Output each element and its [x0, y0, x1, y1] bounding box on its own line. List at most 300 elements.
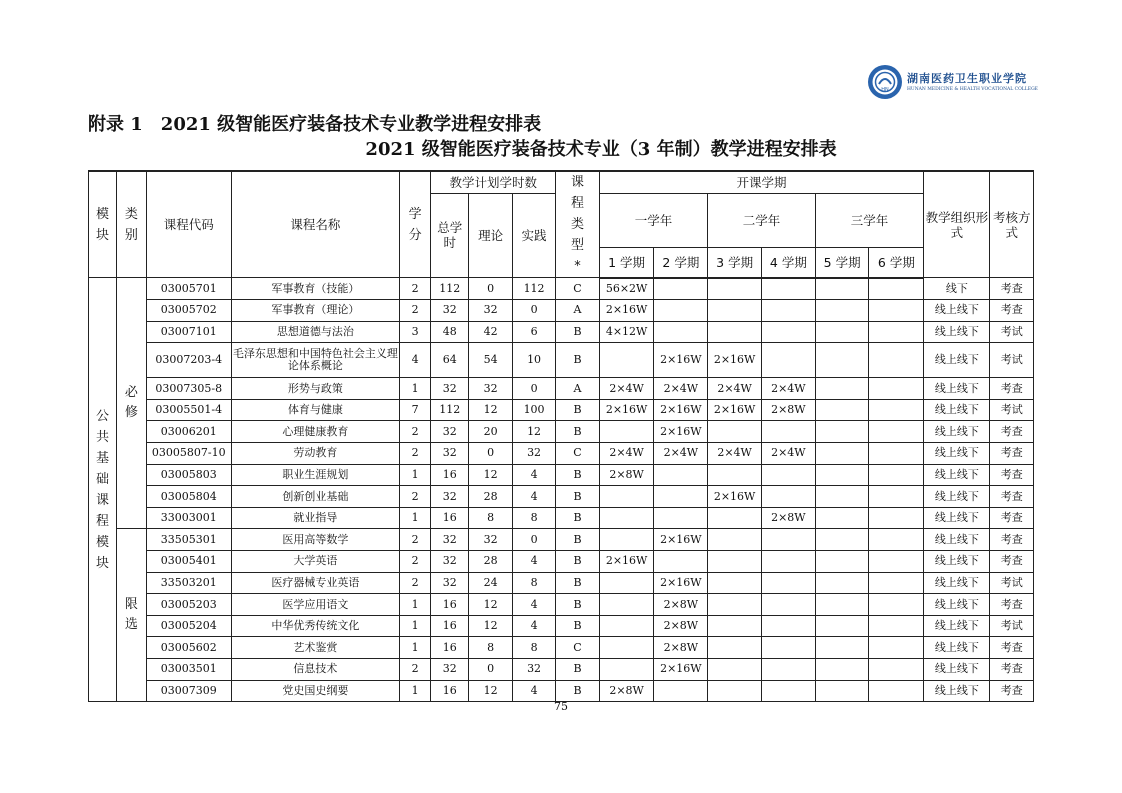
semester-5 [815, 507, 869, 529]
semester-1 [599, 572, 654, 594]
semester-5 [815, 443, 869, 465]
course-name: 中华优秀传统文化 [231, 615, 400, 637]
semester-3: 2×16W [708, 399, 762, 421]
header-course-code: 课程代码 [146, 171, 231, 278]
credit: 2 [400, 486, 431, 508]
hours-theory: 12 [469, 594, 512, 616]
semester-3 [708, 421, 762, 443]
course-code: 03005803 [146, 464, 231, 486]
assessment: 考试 [990, 399, 1034, 421]
semester-6 [869, 615, 924, 637]
assessment: 考查 [990, 278, 1034, 300]
semester-5 [815, 551, 869, 573]
course-code: 03007101 [146, 321, 231, 343]
category-elective-cell: 限选 [116, 529, 146, 702]
header-year2: 二学年 [708, 193, 816, 248]
hours-practice: 0 [512, 300, 555, 322]
semester-4: 2×8W [761, 507, 815, 529]
hours-total: 32 [431, 659, 469, 681]
hours-practice: 12 [512, 421, 555, 443]
hours-total: 32 [431, 486, 469, 508]
hours-theory: 12 [469, 615, 512, 637]
semester-3: 2×16W [708, 486, 762, 508]
assessment: 考查 [990, 421, 1034, 443]
semester-5 [815, 399, 869, 421]
table-row [89, 572, 1034, 594]
course-name: 医学应用语文 [231, 594, 400, 616]
hours-practice: 4 [512, 615, 555, 637]
org-form: 线上线下 [924, 343, 990, 378]
course-code: 03005807-10 [146, 443, 231, 465]
header-year3: 三学年 [815, 193, 924, 248]
course-name: 军事教育（理论） [231, 300, 400, 322]
course-name: 就业指导 [231, 507, 400, 529]
hours-theory: 0 [469, 443, 512, 465]
header-semester-1: 1 学期 [599, 248, 654, 278]
course-type: B [556, 321, 599, 343]
course-type: B [556, 572, 599, 594]
course-name: 信息技术 [231, 659, 400, 681]
semester-3 [708, 529, 762, 551]
credit: 2 [400, 300, 431, 322]
hours-theory: 28 [469, 486, 512, 508]
hours-practice: 4 [512, 551, 555, 573]
table-row [89, 278, 1034, 300]
hours-total: 112 [431, 399, 469, 421]
hours-total: 64 [431, 343, 469, 378]
semester-2 [654, 300, 708, 322]
assessment: 考试 [990, 343, 1034, 378]
semester-6 [869, 421, 924, 443]
table-row [89, 594, 1034, 616]
course-type: B [556, 529, 599, 551]
course-name: 职业生涯规划 [231, 464, 400, 486]
org-form: 线下 [924, 278, 990, 300]
table-row [89, 378, 1034, 400]
hours-theory: 12 [469, 399, 512, 421]
course-name: 医用高等数学 [231, 529, 400, 551]
org-form: 线上线下 [924, 507, 990, 529]
hours-practice: 4 [512, 680, 555, 702]
semester-3 [708, 300, 762, 322]
org-form: 线上线下 [924, 443, 990, 465]
hours-total: 32 [431, 551, 469, 573]
hours-theory: 24 [469, 572, 512, 594]
semester-6 [869, 680, 924, 702]
semester-3 [708, 321, 762, 343]
table-row [89, 421, 1034, 443]
hours-total: 16 [431, 507, 469, 529]
table-row [89, 443, 1034, 465]
semester-5 [815, 321, 869, 343]
hours-total: 32 [431, 529, 469, 551]
hours-total: 112 [431, 278, 469, 300]
course-type: B [556, 551, 599, 573]
semester-4 [761, 551, 815, 573]
credit: 1 [400, 637, 431, 659]
hours-theory: 28 [469, 551, 512, 573]
semester-4 [761, 343, 815, 378]
course-name: 毛泽东思想和中国特色社会主义理论体系概论 [231, 343, 400, 378]
hours-practice: 0 [512, 529, 555, 551]
credit: 2 [400, 421, 431, 443]
course-code: 03005701 [146, 278, 231, 300]
semester-4 [761, 464, 815, 486]
semester-4 [761, 300, 815, 322]
table-row [89, 321, 1034, 343]
semester-3: 2×16W [708, 343, 762, 378]
semester-4: 2×8W [761, 399, 815, 421]
credit: 1 [400, 507, 431, 529]
course-type: B [556, 421, 599, 443]
org-form: 线上线下 [924, 529, 990, 551]
course-type: B [556, 464, 599, 486]
table-row [89, 343, 1034, 378]
org-form: 线上线下 [924, 421, 990, 443]
semester-4 [761, 637, 815, 659]
semester-1 [599, 637, 654, 659]
semester-6 [869, 637, 924, 659]
hours-total: 32 [431, 443, 469, 465]
course-type: C [556, 637, 599, 659]
hours-theory: 0 [469, 278, 512, 300]
header-category: 类别 [116, 171, 146, 278]
assessment: 考试 [990, 321, 1034, 343]
header-hours-total: 总学时 [431, 193, 469, 278]
course-code: 03007305-8 [146, 378, 231, 400]
hours-practice: 100 [512, 399, 555, 421]
course-name: 形势与政策 [231, 378, 400, 400]
semester-5 [815, 529, 869, 551]
college-logo [867, 64, 1038, 104]
assessment: 考查 [990, 464, 1034, 486]
hours-practice: 4 [512, 464, 555, 486]
semester-3: 2×4W [708, 378, 762, 400]
semester-6 [869, 321, 924, 343]
course-code: 03007309 [146, 680, 231, 702]
semester-5 [815, 486, 869, 508]
course-name: 劳动教育 [231, 443, 400, 465]
course-type: A [556, 300, 599, 322]
semester-2: 2×8W [654, 637, 708, 659]
semester-6 [869, 507, 924, 529]
semester-6 [869, 443, 924, 465]
semester-5 [815, 637, 869, 659]
semester-1: 2×4W [599, 378, 654, 400]
course-name: 医疗器械专业英语 [231, 572, 400, 594]
semester-2 [654, 507, 708, 529]
table-row [89, 615, 1034, 637]
semester-3 [708, 637, 762, 659]
course-code: 03005501-4 [146, 399, 231, 421]
assessment: 考查 [990, 378, 1034, 400]
assessment: 考查 [990, 507, 1034, 529]
semester-1: 2×16W [599, 300, 654, 322]
hours-theory: 42 [469, 321, 512, 343]
org-form: 线上线下 [924, 637, 990, 659]
assessment: 考查 [990, 659, 1034, 681]
semester-4 [761, 421, 815, 443]
hours-total: 16 [431, 594, 469, 616]
semester-6 [869, 572, 924, 594]
semester-5 [815, 680, 869, 702]
semester-5 [815, 378, 869, 400]
semester-1: 2×16W [599, 551, 654, 573]
semester-5 [815, 659, 869, 681]
college-seal-icon [867, 64, 903, 100]
semester-4 [761, 680, 815, 702]
hours-total: 16 [431, 464, 469, 486]
org-form: 线上线下 [924, 321, 990, 343]
course-code: 03006201 [146, 421, 231, 443]
hours-theory: 12 [469, 464, 512, 486]
course-code: 03005401 [146, 551, 231, 573]
hours-practice: 4 [512, 486, 555, 508]
course-name: 军事教育（技能） [231, 278, 400, 300]
semester-4 [761, 659, 815, 681]
semester-1 [599, 486, 654, 508]
semester-5 [815, 615, 869, 637]
credit: 2 [400, 572, 431, 594]
semester-3 [708, 507, 762, 529]
org-form: 线上线下 [924, 464, 990, 486]
header-org-form: 教学组织形式 [924, 171, 990, 278]
table-row [89, 659, 1034, 681]
hours-theory: 32 [469, 529, 512, 551]
semester-4 [761, 615, 815, 637]
semester-1: 2×8W [599, 680, 654, 702]
table-row [89, 486, 1034, 508]
assessment: 考查 [990, 300, 1034, 322]
credit: 2 [400, 659, 431, 681]
course-type: B [556, 507, 599, 529]
credit: 2 [400, 551, 431, 573]
semester-6 [869, 486, 924, 508]
course-name: 党史国史纲要 [231, 680, 400, 702]
course-code: 03005203 [146, 594, 231, 616]
semester-2: 2×16W [654, 399, 708, 421]
assessment: 考查 [990, 529, 1034, 551]
header-hours-practice: 实践 [512, 193, 555, 278]
course-type: B [556, 680, 599, 702]
semester-1: 56×2W [599, 278, 654, 300]
course-code: 33503201 [146, 572, 231, 594]
semester-2: 2×8W [654, 615, 708, 637]
semester-2: 2×8W [654, 594, 708, 616]
hours-theory: 32 [469, 300, 512, 322]
semester-5 [815, 300, 869, 322]
credit: 4 [400, 343, 431, 378]
semester-2: 2×4W [654, 378, 708, 400]
credit: 2 [400, 443, 431, 465]
category-required-cell: 必修 [116, 278, 146, 529]
course-code: 03005204 [146, 615, 231, 637]
header-hours-theory: 理论 [469, 193, 512, 278]
assessment: 考查 [990, 443, 1034, 465]
assessment: 考试 [990, 615, 1034, 637]
table-row [89, 637, 1034, 659]
org-form: 线上线下 [924, 659, 990, 681]
semester-4 [761, 529, 815, 551]
hours-practice: 6 [512, 321, 555, 343]
semester-4: 2×4W [761, 378, 815, 400]
credit: 1 [400, 615, 431, 637]
semester-1: 2×4W [599, 443, 654, 465]
hours-total: 32 [431, 572, 469, 594]
assessment: 考查 [990, 551, 1034, 573]
semester-2 [654, 278, 708, 300]
org-form: 线上线下 [924, 680, 990, 702]
header-hours-group: 教学计划学时数 [431, 171, 556, 193]
hours-theory: 32 [469, 378, 512, 400]
semester-2: 2×16W [654, 421, 708, 443]
course-type: C [556, 278, 599, 300]
semester-1 [599, 659, 654, 681]
course-code: 03005804 [146, 486, 231, 508]
semester-6 [869, 399, 924, 421]
header-credit: 学分 [400, 171, 431, 278]
semester-2 [654, 680, 708, 702]
course-type: C [556, 443, 599, 465]
assessment: 考试 [990, 572, 1034, 594]
semester-3: 2×4W [708, 443, 762, 465]
semester-1 [599, 594, 654, 616]
hours-practice: 8 [512, 507, 555, 529]
semester-6 [869, 343, 924, 378]
course-type: A [556, 378, 599, 400]
semester-3 [708, 594, 762, 616]
org-form: 线上线下 [924, 572, 990, 594]
org-form: 线上线下 [924, 594, 990, 616]
org-form: 线上线下 [924, 378, 990, 400]
hours-total: 32 [431, 378, 469, 400]
credit: 2 [400, 278, 431, 300]
header-semester-3: 3 学期 [708, 248, 762, 278]
semester-1 [599, 507, 654, 529]
semester-6 [869, 529, 924, 551]
semester-2 [654, 321, 708, 343]
hours-practice: 32 [512, 443, 555, 465]
course-code: 33505301 [146, 529, 231, 551]
header-semester-group: 开课学期 [599, 171, 924, 193]
table-row [89, 680, 1034, 702]
semester-4 [761, 594, 815, 616]
semester-1 [599, 343, 654, 378]
credit: 1 [400, 378, 431, 400]
org-form: 线上线下 [924, 300, 990, 322]
credit: 2 [400, 529, 431, 551]
credit: 1 [400, 464, 431, 486]
semester-6 [869, 300, 924, 322]
page-number: 75 [554, 700, 568, 713]
semester-6 [869, 278, 924, 300]
course-name: 创新创业基础 [231, 486, 400, 508]
course-name: 大学英语 [231, 551, 400, 573]
hours-total: 16 [431, 637, 469, 659]
org-form: 线上线下 [924, 615, 990, 637]
semester-4 [761, 321, 815, 343]
table-title: 2021 级智能医疗装备技术专业（3 年制）教学进程安排表 [365, 139, 837, 160]
college-name-en: HUNAN MEDICINE & HEALTH VOCATIONAL COLLEGE [907, 87, 1038, 92]
semester-6 [869, 551, 924, 573]
table-row [89, 300, 1034, 322]
semester-2: 2×16W [654, 659, 708, 681]
hours-total: 16 [431, 680, 469, 702]
assessment: 考查 [990, 680, 1034, 702]
hours-practice: 8 [512, 572, 555, 594]
header-semester-5: 5 学期 [815, 248, 869, 278]
credit: 1 [400, 594, 431, 616]
course-type: B [556, 486, 599, 508]
hours-theory: 20 [469, 421, 512, 443]
header-year1: 一学年 [599, 193, 708, 248]
hours-theory: 8 [469, 507, 512, 529]
semester-6 [869, 464, 924, 486]
semester-3 [708, 680, 762, 702]
semester-2 [654, 464, 708, 486]
semester-2: 2×16W [654, 529, 708, 551]
semester-3 [708, 659, 762, 681]
semester-4 [761, 572, 815, 594]
semester-2 [654, 551, 708, 573]
hours-total: 32 [431, 300, 469, 322]
semester-1: 4×12W [599, 321, 654, 343]
assessment: 考查 [990, 637, 1034, 659]
hours-total: 16 [431, 615, 469, 637]
header-module: 模块 [89, 171, 117, 278]
course-type: B [556, 343, 599, 378]
header-assessment: 考核方式 [990, 171, 1034, 278]
semester-2: 2×16W [654, 343, 708, 378]
hours-total: 32 [431, 421, 469, 443]
semester-1 [599, 615, 654, 637]
semester-6 [869, 594, 924, 616]
org-form: 线上线下 [924, 486, 990, 508]
table-row [89, 464, 1034, 486]
org-form: 线上线下 [924, 399, 990, 421]
semester-5 [815, 278, 869, 300]
course-name: 艺术鉴赏 [231, 637, 400, 659]
hours-practice: 8 [512, 637, 555, 659]
hours-practice: 10 [512, 343, 555, 378]
course-name: 思想道德与法治 [231, 321, 400, 343]
semester-3 [708, 551, 762, 573]
hours-theory: 54 [469, 343, 512, 378]
hours-theory: 0 [469, 659, 512, 681]
semester-2: 2×4W [654, 443, 708, 465]
hours-practice: 112 [512, 278, 555, 300]
semester-3 [708, 615, 762, 637]
course-code: 03007203-4 [146, 343, 231, 378]
course-name: 体育与健康 [231, 399, 400, 421]
hours-practice: 4 [512, 594, 555, 616]
semester-5 [815, 421, 869, 443]
semester-5 [815, 594, 869, 616]
semester-3 [708, 572, 762, 594]
header-course-type: 课程类型* [556, 171, 599, 278]
hours-practice: 0 [512, 378, 555, 400]
semester-6 [869, 378, 924, 400]
header-course-name: 课程名称 [231, 171, 400, 278]
semester-1: 2×16W [599, 399, 654, 421]
svg-text:HN: HN [881, 87, 889, 93]
semester-1 [599, 421, 654, 443]
semester-3 [708, 278, 762, 300]
org-form: 线上线下 [924, 551, 990, 573]
table-row [89, 529, 1034, 551]
assessment: 考查 [990, 486, 1034, 508]
semester-2 [654, 486, 708, 508]
